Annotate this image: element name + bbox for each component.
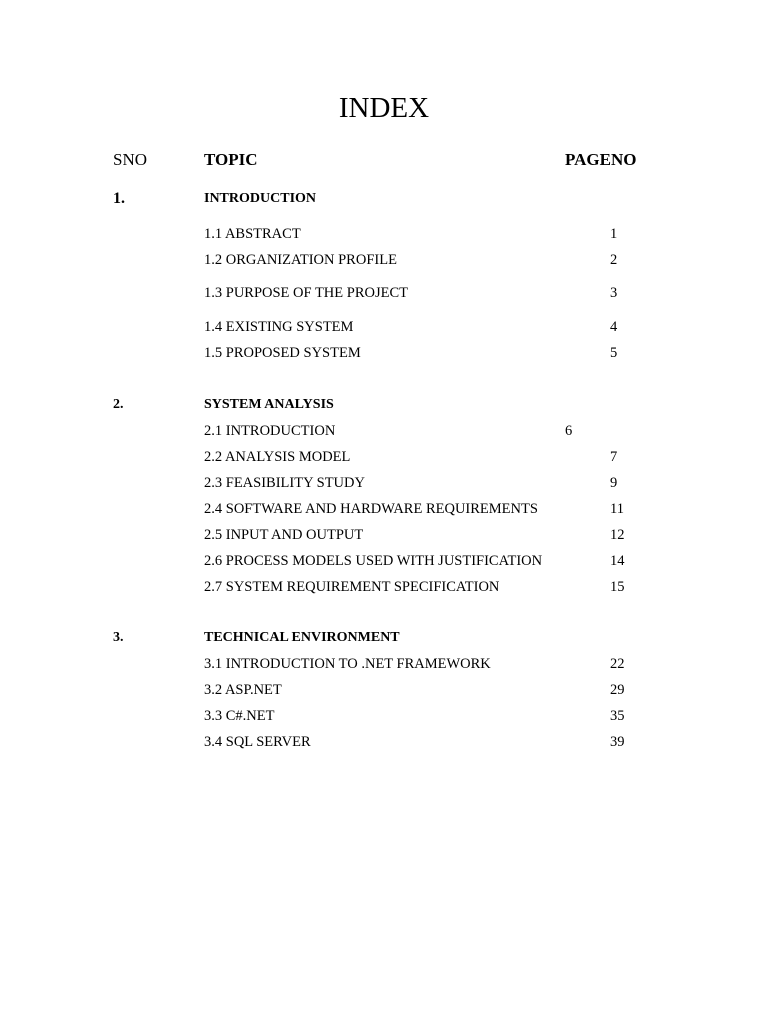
- toc-topic: 3.2 ASP.NET: [204, 682, 282, 698]
- toc-page-number: 29: [610, 682, 625, 698]
- toc-topic: 1.1 ABSTRACT: [204, 226, 301, 242]
- section-title: INTRODUCTION: [204, 191, 317, 206]
- toc-page-number: 22: [610, 656, 625, 672]
- toc-topic: 2.5 INPUT AND OUTPUT: [204, 527, 364, 543]
- section-number: 1.: [113, 190, 125, 207]
- section-title: TECHNICAL ENVIRONMENT: [204, 630, 400, 645]
- toc-page-number: 5: [610, 345, 618, 361]
- toc-page-number: 3: [610, 285, 618, 301]
- toc-topic: 2.1 INTRODUCTION: [204, 423, 336, 439]
- toc-page-number: 1: [610, 226, 618, 242]
- toc-topic: 2.4 SOFTWARE AND HARDWARE REQUIREMENTS: [204, 501, 538, 517]
- toc-page-number: 9: [610, 475, 618, 491]
- header-sno: SNO: [113, 150, 148, 169]
- toc-topic: 1.3 PURPOSE OF THE PROJECT: [204, 285, 408, 301]
- toc-page-number: 15: [610, 579, 625, 595]
- header-topic: TOPIC: [204, 150, 258, 169]
- toc-topic: 2.3 FEASIBILITY STUDY: [204, 475, 365, 491]
- toc-page-number: 6: [565, 423, 573, 439]
- toc-page-number: 12: [610, 527, 625, 543]
- toc-topic: 3.1 INTRODUCTION TO .NET FRAMEWORK: [204, 656, 491, 672]
- toc-page-number: 39: [610, 734, 625, 750]
- toc-page-number: 14: [610, 553, 625, 569]
- toc-topic: 2.2 ANALYSIS MODEL: [204, 449, 351, 465]
- header-pageno: PAGENO: [565, 150, 637, 169]
- toc-page-number: 7: [610, 449, 618, 465]
- toc-topic: 3.4 SQL SERVER: [204, 734, 311, 750]
- section-title: SYSTEM ANALYSIS: [204, 397, 334, 412]
- section-number: 3.: [113, 630, 124, 645]
- toc-topic: 1.5 PROPOSED SYSTEM: [204, 345, 361, 361]
- toc-topic: 3.3 C#.NET: [204, 708, 275, 724]
- page-title: INDEX: [338, 92, 430, 124]
- toc-topic: 1.4 EXISTING SYSTEM: [204, 319, 354, 335]
- toc-topic: 1.2 ORGANIZATION PROFILE: [204, 252, 397, 268]
- toc-page-number: 2: [610, 252, 618, 268]
- toc-topic: 2.7 SYSTEM REQUIREMENT SPECIFICATION: [204, 579, 500, 595]
- toc-page-number: 11: [610, 501, 624, 517]
- toc-page-number: 4: [610, 319, 618, 335]
- toc-topic: 2.6 PROCESS MODELS USED WITH JUSTIFICATION: [204, 553, 543, 569]
- toc-page-number: 35: [610, 708, 625, 724]
- section-number: 2.: [113, 397, 124, 412]
